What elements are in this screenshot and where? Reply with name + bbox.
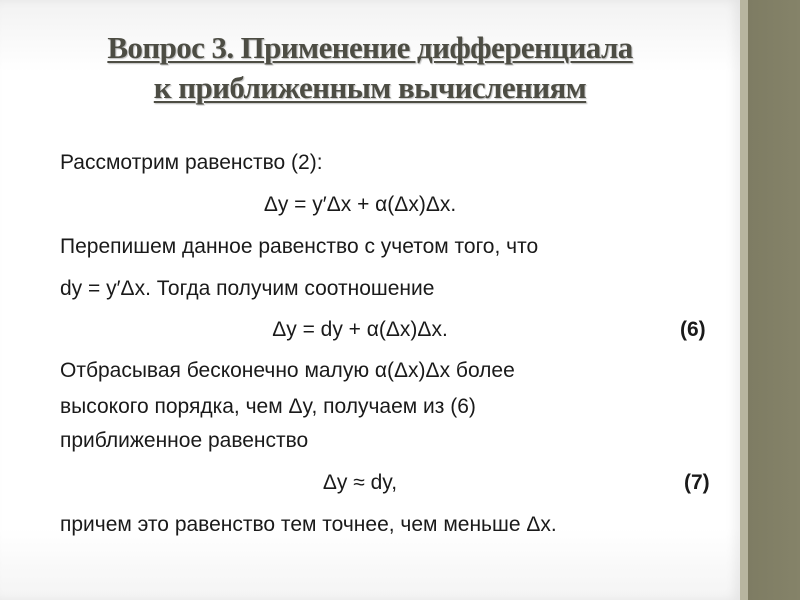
paragraph-dy-definition: dy = y′Δx. Тогда получим соотношение — [60, 277, 435, 300]
title-line-1: Вопрос 3. Применение дифференциала — [107, 30, 633, 65]
side-decoration-band — [740, 0, 800, 600]
side-band-dark-stripe — [748, 0, 800, 600]
paragraph-rewrite: Перепишем данное равенство с учетом того, что — [60, 235, 539, 258]
paragraph-consider: Рассмотрим равенство (2): — [60, 151, 323, 174]
paragraph-discard-line-1: Отбрасывая бесконечно малую α(Δx)Δx более — [60, 359, 515, 382]
equation-1: Δy = y′Δx + α(Δx)Δx. — [263, 193, 457, 216]
equation-6-number: (6) — [680, 318, 706, 341]
equation-6: Δy = dy + α(Δx)Δx. — [272, 318, 448, 341]
side-band-light-stripe — [740, 0, 748, 600]
equation-7-number: (7) — [684, 471, 710, 494]
paragraph-discard-line-3: приближенное равенство — [60, 429, 309, 452]
paragraph-conclusion: причем это равенство тем точнее, чем меньше Δx. — [60, 513, 557, 536]
equation-7: Δy ≈ dy, — [322, 471, 398, 494]
title-line-2: к приближенным вычислениям — [153, 70, 587, 105]
slide-title — [20, 28, 720, 108]
paragraph-discard-line-2: высокого порядка, чем Δy, получаем из (6) — [60, 395, 476, 418]
